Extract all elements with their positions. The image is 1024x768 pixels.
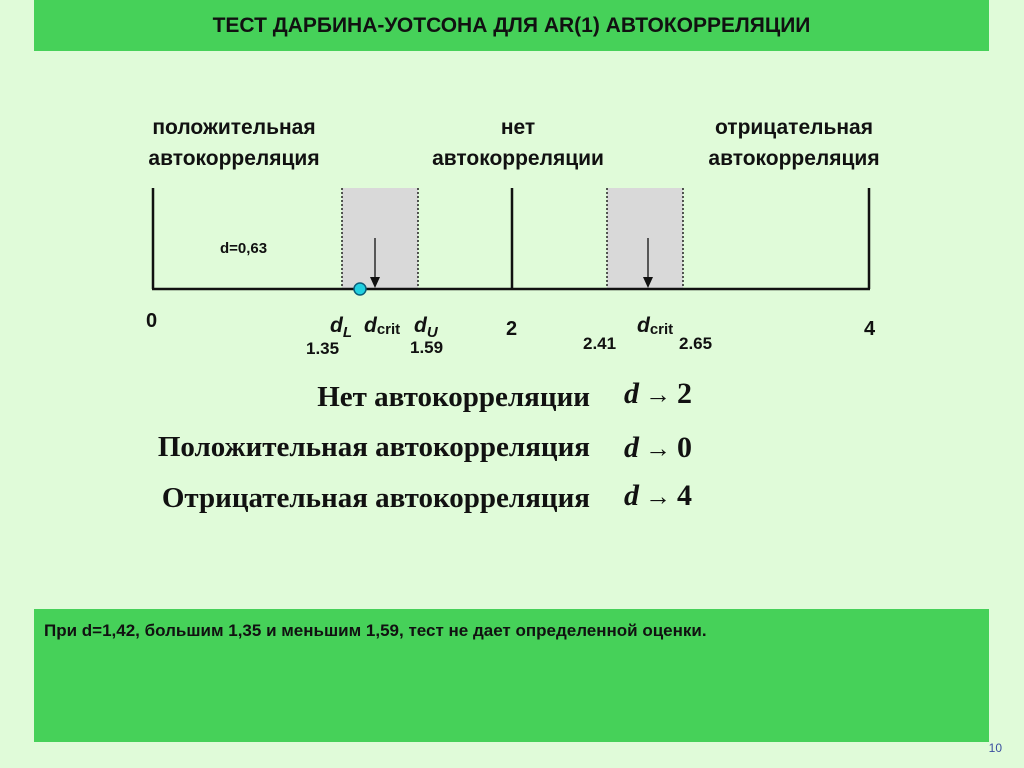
observed-d-marker	[354, 283, 366, 295]
d-lower-symbol: dL	[330, 314, 352, 341]
inconclusive-zone-lower	[342, 188, 418, 289]
tick-4: 4	[864, 318, 876, 340]
conclusion-box	[34, 609, 989, 742]
statement-positive-autocorrelation: Положительная автокорреляция	[157, 431, 590, 463]
d-upper-value: 1.59	[410, 338, 444, 357]
region-none-label: нет автокорреляции	[432, 116, 604, 170]
formula-positive-autocorrelation: d → 0	[624, 431, 692, 464]
page-number: 10	[988, 741, 1002, 755]
inconclusive-zone-upper	[607, 188, 683, 289]
d-crit-symbol-upper: dcrit	[637, 314, 674, 338]
statement-no-autocorrelation: Нет автокорреляции	[317, 381, 590, 413]
region-negative-label: отрицательная автокорреляция	[708, 116, 880, 170]
page-title: ТЕСТ ДАРБИНА-УОТСОНА ДЛЯ AR(1) АВТОКОРРЕЛЯЦИИ	[212, 13, 811, 37]
formula-negative-autocorrelation: d → 4	[624, 479, 692, 512]
formula-no-autocorrelation: d → 2	[624, 377, 692, 410]
d-upper-symbol: dU	[414, 314, 438, 341]
tick-2: 2	[506, 318, 518, 340]
observed-d-label: d=0,63	[220, 240, 268, 257]
tick-0: 0	[146, 310, 158, 332]
d-lower2-value: 2.65	[679, 334, 713, 353]
d-upper2-value: 2.41	[583, 334, 617, 353]
statement-negative-autocorrelation: Отрицательная автокорреляция	[161, 482, 590, 514]
d-crit-symbol-lower: dcrit	[364, 314, 401, 338]
d-lower-value: 1.35	[306, 339, 340, 358]
conclusion-text: При d=1,42, большим 1,35 и меньшим 1,59, тест не дает определенной оценки.	[44, 621, 707, 640]
region-positive-label: положительная автокорреляция	[148, 116, 320, 170]
